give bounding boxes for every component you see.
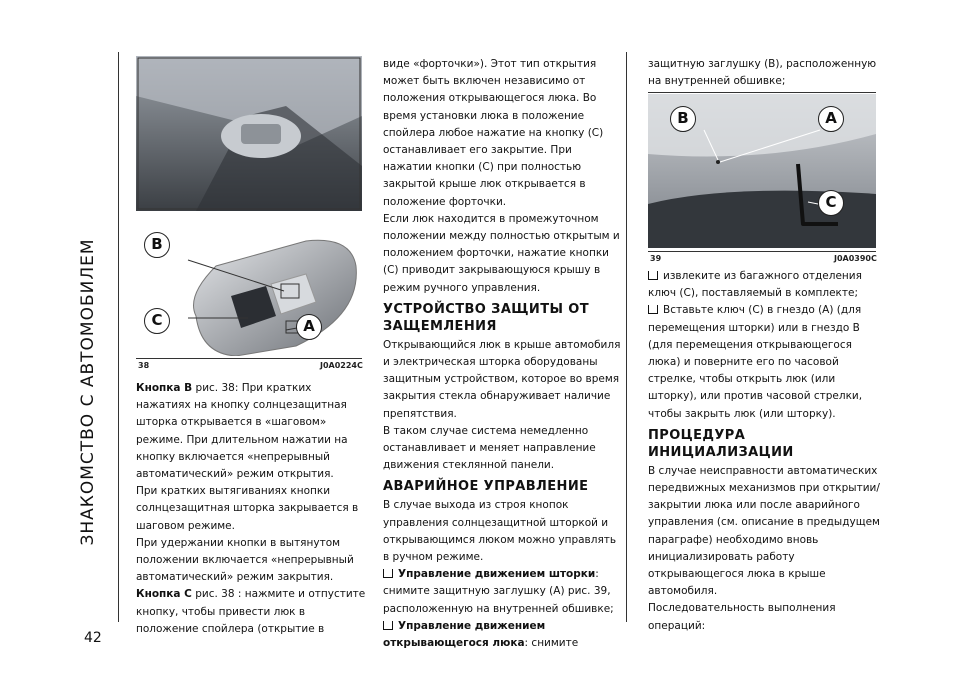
paragraph: При удержании кнопки в вытянутом положении включается «непрерывный автоматический» режим закрытия. <box>136 536 354 584</box>
bullet-bold: Управление движением открывающегося люка <box>383 619 546 650</box>
text-column-3-lower <box>648 268 880 635</box>
column-divider-right <box>626 52 627 622</box>
figure-38-code: J0A0224C <box>320 361 363 370</box>
bullet-item <box>648 268 880 302</box>
bullet-text: : снимите защитную заглушку (A) рис. 39, расположенную на внутренней обшивке; <box>383 568 614 615</box>
bullet-bold: Управление движением шторки <box>398 568 596 581</box>
bullet-text: извлеките из багажного отделения ключ (C), поставляемый в комплекте; <box>648 270 862 300</box>
paragraph: виде «форточки»). Этот тип открытия может быть включен независимо от положения открывающегося люка. Во время установки люка в положение спойлера любое нажатие на кнопку (C) останавливает его закрытие. При нажатии кнопки (C) при полностью закрытой крыше люк открывается в положение форточки. <box>383 58 604 208</box>
paragraph: Открывающийся люк в крыше автомобиля и электрическая шторка оборудованы защитным устройством, которое во время закрытия стекла обнаруживает наличие препятствия. <box>383 338 621 420</box>
bullet-text: Вставьте ключ (C) в гнездо (A) (для перемещения шторки) или в гнездо B (для перемещения открывающегося люка) и поверните его по часовой стрелке, чтобы открыть люк (или шторку), или против часовой стрелки, чтобы закрыть люк (или шторку). <box>648 304 863 420</box>
section-heading-anti-pinch: УСТРОЙСТВО ЗАЩИТЫ ОТ ЗАЩЕМЛЕНИЯ <box>383 301 589 334</box>
figure-39-top-line <box>648 92 876 93</box>
figure-39 <box>648 94 876 248</box>
figure-39-code: J0A0390C <box>834 254 877 263</box>
figure-38 <box>136 56 362 356</box>
figure-38-caption-line <box>136 358 362 359</box>
bullet-text: : снимите <box>524 637 579 650</box>
paragraph: При кратких вытягиваниях кнопки солнцезащитная шторка закрывается в шаговом режиме. <box>136 485 359 532</box>
bullet-icon <box>383 621 393 630</box>
bullet-item <box>648 302 880 422</box>
paragraph: Последовательность выполнения операций: <box>648 602 836 632</box>
paragraph <box>136 586 366 638</box>
figure-39-caption-line <box>648 251 876 252</box>
text-column-2 <box>383 56 623 652</box>
callout-a: A <box>818 106 844 132</box>
figure-39-number: 39 <box>650 254 662 263</box>
figure-38-number: 38 <box>138 361 150 370</box>
paragraph-text: рис. 38 : нажмите и отпустите кнопку, чтобы привести люк в положение спойлера (открытие в <box>136 588 366 635</box>
callout-b: B <box>670 106 696 132</box>
bullet-item <box>383 566 623 618</box>
section-heading-initialization: ПРОЦЕДУРА ИНИЦИАЛИЗАЦИИ <box>648 427 794 460</box>
paragraph: В случае неисправности автоматических передвижных механизмов при открытии/закрытии люка или после аварийного управления (см. описание в предыдущем параграфе) необходимо вновь инициализировать работу открывающегося люка в крыше автомобиля. <box>648 464 880 598</box>
button-b-heading: Кнопка B <box>136 382 193 394</box>
paragraph: В таком случае система немедленно останавливает и меняет направление движения стеклянной панели. <box>383 424 596 472</box>
paragraph: В случае выхода из строя кнопок управления солнцезащитной шторкой и открывающимся люком можно управлять в ручном режиме. <box>383 499 617 564</box>
text-column-3 <box>648 56 880 92</box>
text-column-1 <box>136 380 366 638</box>
chapter-title-text: ЗНАКОМСТВО С АВТОМОБИЛЕМ <box>78 238 98 546</box>
bullet-icon <box>648 305 658 314</box>
bullet-item <box>383 618 623 652</box>
paragraph: защитную заглушку (B), расположенную на внутренней обшивке; <box>648 58 877 88</box>
button-c-heading: Кнопка C <box>136 588 192 601</box>
callout-c: C <box>818 190 844 216</box>
callout-b: B <box>144 232 170 258</box>
chapter-side-title <box>58 0 118 683</box>
paragraph: Если люк находится в промежуточном положении между полностью открытым и положением форточки, нажатие кнопки (C) приводит закрывающуюся крышу в режим ручного управления. <box>383 212 620 294</box>
callout-c: C <box>144 308 170 334</box>
bullet-icon <box>648 271 658 280</box>
paragraph <box>136 380 366 483</box>
page-number: 42 <box>84 630 102 646</box>
paragraph-text: рис. 38: При кратких нажатиях на кнопку солнцезащитная шторка открывается в «шаговом» режиме. При длительном нажатии на кнопку включается «непрерывный автоматический» режим открытия. <box>136 382 348 481</box>
bullet-icon <box>383 569 393 578</box>
figure-38-illustration <box>136 56 362 356</box>
column-divider-left <box>118 52 119 622</box>
section-heading-emergency: АВАРИЙНОЕ УПРАВЛЕНИЕ <box>383 479 589 495</box>
callout-a: A <box>296 314 322 340</box>
